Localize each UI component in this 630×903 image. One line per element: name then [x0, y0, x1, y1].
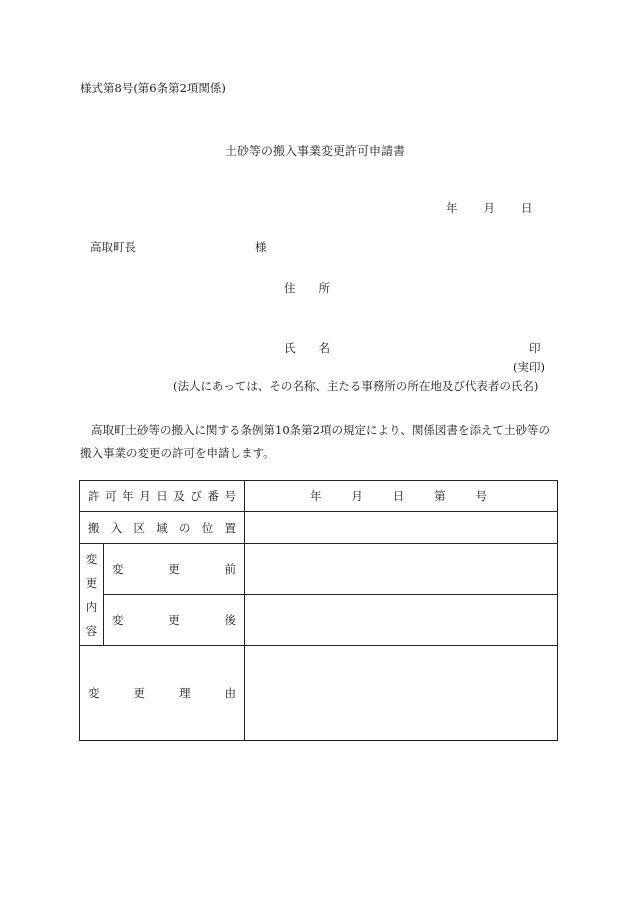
change-before-label — [104, 544, 245, 595]
form-number: 様式第8号(第6条第2項関係) — [80, 81, 226, 95]
label-char: 第 — [434, 489, 446, 503]
table-row-permit-date-number — [80, 481, 558, 512]
change-after-value[interactable] — [245, 595, 558, 646]
address-label: 住 所 — [284, 281, 330, 295]
label-char: 年 — [122, 489, 134, 503]
label-char: 及 — [173, 489, 185, 503]
date-day: 日 — [521, 201, 533, 215]
addressee-honorific: 様 — [255, 240, 267, 254]
label-char: 変 — [85, 551, 98, 566]
label-char: 年 — [310, 489, 322, 503]
application-statement — [80, 419, 558, 465]
seal-mark: 印 — [529, 341, 541, 355]
seal-type: (実印) — [513, 360, 545, 374]
label-char: 変 — [112, 562, 124, 576]
label-char: 日 — [392, 489, 405, 503]
label-char: 可 — [105, 489, 117, 503]
label-char: 理 — [179, 686, 191, 700]
label-char: 変 — [88, 686, 100, 700]
change-after-label — [104, 595, 245, 646]
label-char: 番 — [207, 489, 219, 503]
table-row-change-after — [80, 595, 558, 646]
label-char: 位 — [201, 520, 214, 535]
addressee: 高取町長 — [90, 240, 136, 254]
area-location-value[interactable] — [245, 512, 558, 544]
label-char: 更 — [168, 613, 180, 627]
date-line — [446, 203, 533, 215]
label-char: 日 — [156, 489, 168, 503]
label-char: 更 — [168, 562, 180, 576]
area-location-label — [80, 512, 245, 544]
label-char: 更 — [85, 575, 98, 590]
label-char: 域 — [156, 520, 168, 535]
label-char: び — [190, 489, 202, 503]
date-year: 年 — [446, 201, 458, 215]
label-char: 容 — [85, 623, 98, 638]
label-char: 内 — [85, 599, 98, 614]
label-char: 区 — [133, 520, 145, 535]
label-char: 更 — [133, 686, 145, 700]
permit-date-number-label — [80, 481, 245, 512]
label-char: 号 — [475, 489, 487, 503]
label-char: 号 — [224, 489, 236, 503]
corporation-note: (法人にあっては、その名称、主たる事務所の所在地及び代表者の氏名) — [173, 379, 539, 393]
date-month: 月 — [483, 201, 495, 215]
label-char: 月 — [351, 489, 363, 503]
label-char: 許 — [88, 489, 100, 503]
label-char: 置 — [224, 520, 236, 535]
label-char: 搬 — [88, 520, 100, 535]
name-label: 氏 名 — [284, 341, 330, 355]
label-char: 月 — [139, 489, 151, 503]
label-char: 入 — [110, 520, 123, 535]
document-title: 土砂等の搬入事業変更許可申請書 — [224, 144, 405, 158]
table-row-area-location — [80, 512, 558, 544]
label-char: の — [179, 520, 191, 535]
label-char: 後 — [224, 613, 236, 627]
change-before-value[interactable] — [245, 544, 558, 595]
table-row-change-before — [80, 544, 558, 595]
table-row-change-reason — [80, 646, 558, 741]
label-char: 前 — [224, 562, 236, 576]
statement-text: 高取町土砂等の搬入に関する条例第10条第2項の規定により、関係図書を添えて土砂等の搬入事業の変更の許可を申請します。 — [80, 423, 550, 460]
label-char: 変 — [112, 613, 124, 627]
change-reason-value[interactable] — [245, 646, 558, 741]
change-reason-label — [80, 646, 245, 741]
permit-date-number-value[interactable] — [245, 481, 558, 512]
label-char: 由 — [224, 686, 236, 700]
change-content-label — [80, 544, 104, 646]
application-table — [79, 480, 558, 741]
